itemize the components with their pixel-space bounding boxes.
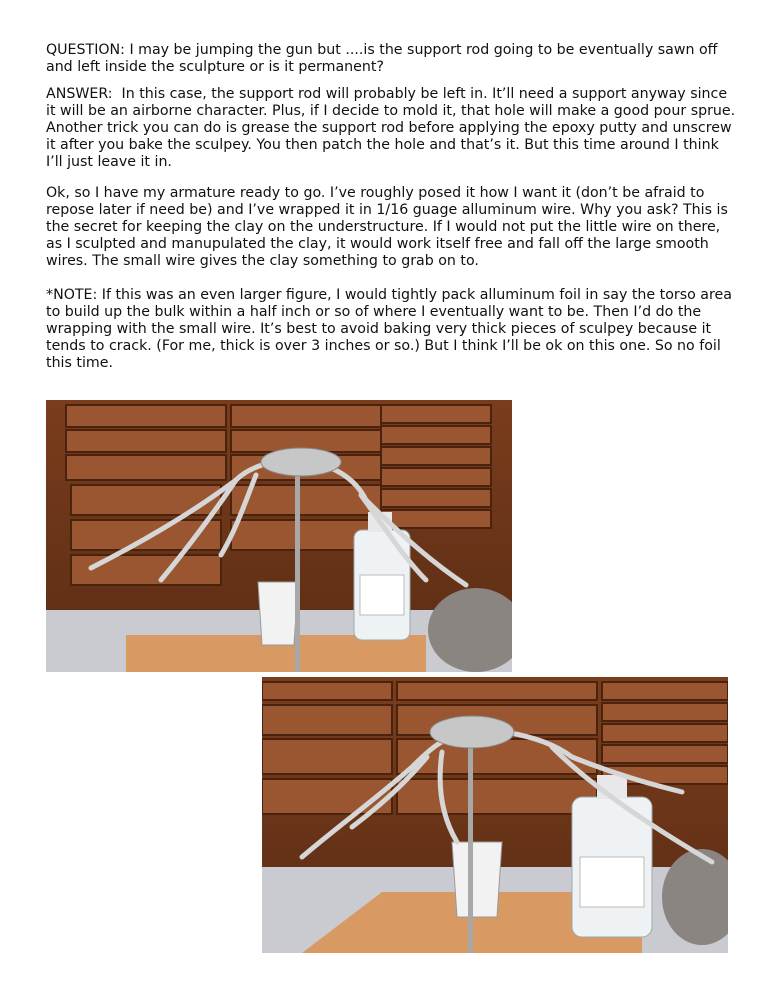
armature-photo-front-image bbox=[46, 400, 512, 672]
armature-photo-front bbox=[46, 400, 512, 672]
answer-paragraph: ANSWER: In this case, the support rod will probably be left in. It’ll need a support anyway since it will be an airborne character. Plus, if I decide to mold it, that hole will make a good pour sprue. Another trick you can do is grease the support rod before applying the epoxy putty and unscrew it after you bake the sculpey. You then patch the hole and that’s it. But this time around I think I’ll just leave it in. bbox=[46, 86, 740, 170]
body-paragraph: Ok, so I have my armature ready to go. I’ve roughly posed it how I want it (don’t be afraid to repose later if need be) and I’ve wrapped it in 1/16 guage alluminum wire. Why you ask? This is the secret for keeping the clay on the understructure. If I would not put the little wire on there, as I sculpted and manupulated the clay, it would work itself free and fall off the large smooth wires. The small wire gives the clay something to grab on to. bbox=[46, 185, 733, 269]
armature-photo-angled bbox=[262, 677, 728, 953]
armature-photo-angled-image bbox=[262, 677, 728, 953]
note-paragraph: *NOTE: If this was an even larger figure, I would tightly pack alluminum foil in say the torso area to build up the bulk within a half inch or so of where I eventually want to be. Then I’d do the wrapping with the small wire. It’s best to avoid baking very thick pieces of sculpey because it tends to crack. (For me, thick is over 3 inches or so.) But I think I’ll be ok on this one. So no foil this time. bbox=[46, 287, 737, 371]
question-paragraph: QUESTION: I may be jumping the gun but ....is the support rod going to be eventually sawn off and left inside the sculpture or is it permanent? bbox=[46, 42, 722, 75]
